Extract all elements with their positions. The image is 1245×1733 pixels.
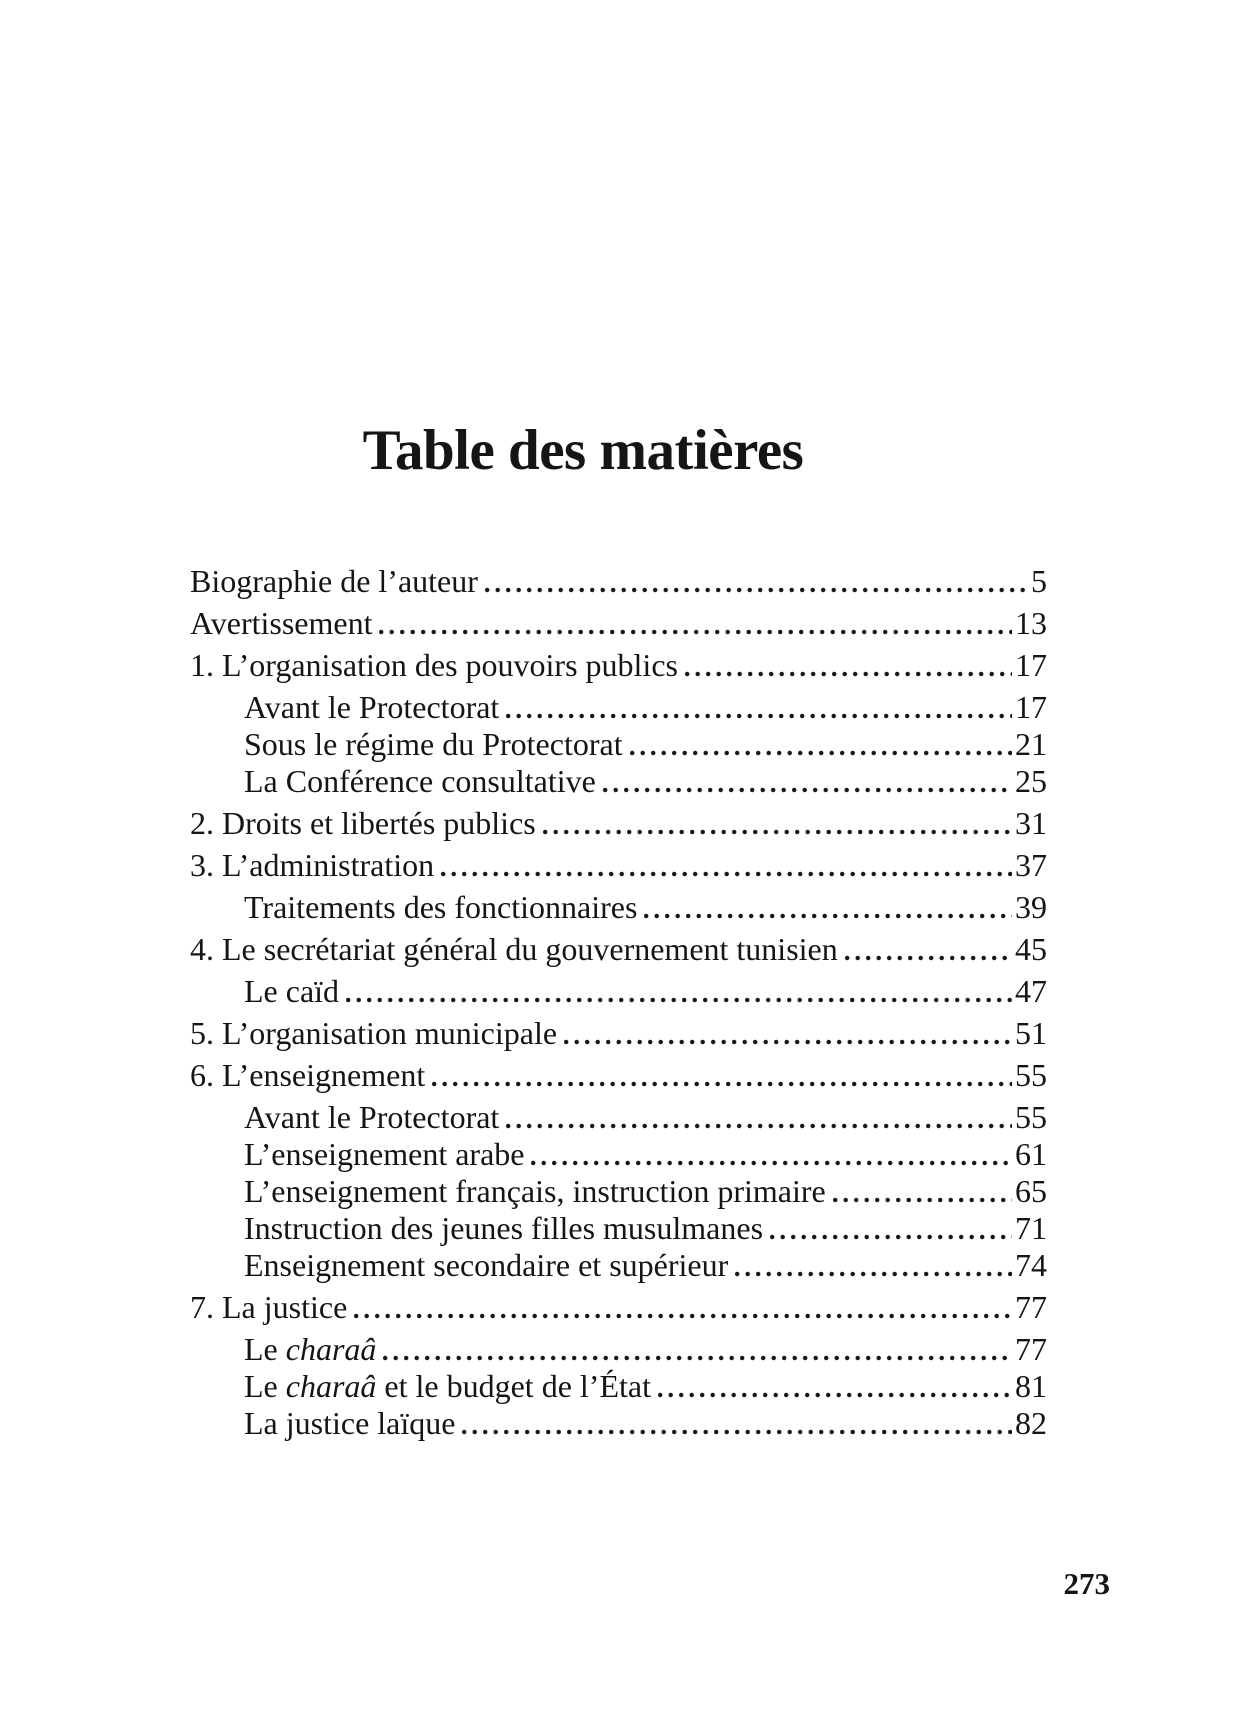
toc-entry-label-text: Le <box>244 1368 286 1404</box>
toc-entry-page: 21 <box>1015 726 1047 762</box>
toc-entry-label-text: 6. L’enseignement <box>190 1057 426 1093</box>
toc-entry-page: 61 <box>1015 1136 1047 1172</box>
toc-entry <box>190 1247 1047 1284</box>
toc-entry-label <box>190 563 478 600</box>
toc-entry-label <box>244 1099 499 1136</box>
toc-entry-label <box>244 1368 651 1405</box>
toc-entry <box>190 1136 1047 1173</box>
dot-leader <box>735 1271 1012 1277</box>
dot-leader <box>845 955 1012 961</box>
toc-entry <box>190 1015 1047 1052</box>
table-of-contents <box>190 558 1047 1442</box>
dot-leader <box>564 1039 1012 1045</box>
toc-entry-page: 71 <box>1015 1210 1047 1246</box>
toc-entry-label-text: 7. La justice <box>190 1289 348 1325</box>
toc-entry <box>190 1368 1047 1405</box>
toc-entry <box>190 1331 1047 1368</box>
toc-entry-label-text: L’enseignement français, instruction primaire <box>244 1173 826 1209</box>
toc-entry-label-italic: charaâ <box>285 1331 377 1367</box>
toc-entry-label <box>244 1405 455 1442</box>
toc-entry-label <box>190 931 838 968</box>
toc-entry-label <box>244 1173 826 1210</box>
toc-entry-label <box>244 1136 524 1173</box>
toc-entry-label-text: 3. L’administration <box>190 847 435 883</box>
toc-entry-page: 45 <box>1015 931 1047 967</box>
toc-entry-page: 81 <box>1015 1368 1047 1404</box>
dot-leader <box>833 1197 1012 1203</box>
toc-entry-page: 77 <box>1015 1289 1047 1325</box>
toc-entry-page: 13 <box>1015 605 1047 641</box>
toc-entry <box>190 563 1047 600</box>
dot-leader <box>485 587 1028 593</box>
dot-leader <box>603 787 1012 793</box>
toc-entry-label-text: Enseignement secondaire et supérieur <box>244 1247 729 1283</box>
toc-entry-label <box>244 889 637 926</box>
toc-entry <box>190 931 1047 968</box>
toc-entry-label <box>244 763 596 800</box>
toc-entry-label <box>190 805 536 842</box>
toc-entry-label <box>190 647 678 684</box>
toc-entry-page: 5 <box>1031 563 1047 599</box>
toc-entry-label-text: L’enseignement arabe <box>244 1136 525 1172</box>
dot-leader <box>441 871 1012 877</box>
toc-entry <box>190 1099 1047 1136</box>
toc-entry-page: 39 <box>1015 889 1047 925</box>
toc-entry <box>190 605 1047 642</box>
toc-entry-page: 74 <box>1015 1247 1047 1283</box>
dot-leader <box>432 1081 1012 1087</box>
dot-leader <box>462 1429 1012 1435</box>
toc-entry-page: 17 <box>1015 647 1047 683</box>
dot-leader <box>770 1234 1012 1240</box>
dot-leader <box>354 1313 1012 1319</box>
toc-entry-page: 65 <box>1015 1173 1047 1209</box>
page-number: 273 <box>1063 1566 1110 1601</box>
toc-entry <box>190 1173 1047 1210</box>
dot-leader <box>506 713 1012 719</box>
toc-entry <box>190 726 1047 763</box>
toc-entry-label-text: 4. Le secrétariat général du gouvernement tunisien <box>190 931 838 967</box>
toc-entry-label-text: Avant le Protectorat <box>244 689 500 725</box>
toc-entry-label <box>244 726 623 763</box>
toc-entry-label-after: et le budget de l’État <box>376 1368 651 1404</box>
toc-entry-label-text: La Conférence consultative <box>244 763 596 799</box>
toc-entry-label <box>190 1057 425 1094</box>
page-title: Table des matières <box>362 419 804 482</box>
toc-entry-label-text: La justice laïque <box>244 1405 456 1441</box>
dot-leader <box>506 1123 1012 1129</box>
toc-entry <box>190 973 1047 1010</box>
toc-entry-page: 25 <box>1015 763 1047 799</box>
dot-leader <box>379 629 1012 635</box>
toc-entry-label-text: Le <box>244 1331 286 1367</box>
dot-leader <box>346 997 1012 1003</box>
toc-entry-label <box>190 847 434 884</box>
dot-leader <box>383 1355 1012 1361</box>
toc-entry <box>190 1210 1047 1247</box>
toc-entry-label-text: Traitements des fonctionnaires <box>244 889 638 925</box>
toc-entry-label <box>190 1289 347 1326</box>
toc-entry <box>190 847 1047 884</box>
toc-entry-page: 55 <box>1015 1057 1047 1093</box>
toc-entry-label-text: Avant le Protectorat <box>244 1099 500 1135</box>
toc-entry-label <box>244 1247 728 1284</box>
toc-entry-label-text: Sous le régime du Protectorat <box>244 726 623 762</box>
toc-entry-page: 77 <box>1015 1331 1047 1367</box>
toc-entry-label <box>244 1210 763 1247</box>
toc-entry-page: 37 <box>1015 847 1047 883</box>
toc-entry-label-text: 1. L’organisation des pouvoirs publics <box>190 647 678 683</box>
toc-entry-page: 82 <box>1015 1405 1047 1441</box>
toc-entry <box>190 805 1047 842</box>
toc-entry <box>190 763 1047 800</box>
toc-entry-label-text: 5. L’organisation municipale <box>190 1015 558 1051</box>
toc-entry-label-text: Avertissement <box>190 605 373 641</box>
toc-entry-label <box>190 605 372 642</box>
toc-entry-label <box>244 973 339 1010</box>
toc-entry-label <box>244 689 499 726</box>
toc-entry-page: 31 <box>1015 805 1047 841</box>
toc-entry-page: 17 <box>1015 689 1047 725</box>
toc-entry <box>190 1057 1047 1094</box>
dot-leader <box>543 829 1012 835</box>
toc-entry-label-text: Biographie de l’auteur <box>190 563 478 599</box>
dot-leader <box>630 750 1012 756</box>
dot-leader <box>685 671 1012 677</box>
toc-entry <box>190 689 1047 726</box>
toc-entry <box>190 1405 1047 1442</box>
dot-leader <box>658 1392 1012 1398</box>
toc-entry-label-text: Instruction des jeunes filles musulmanes <box>244 1210 764 1246</box>
toc-entry <box>190 647 1047 684</box>
dot-leader <box>531 1160 1012 1166</box>
toc-entry-page: 55 <box>1015 1099 1047 1135</box>
toc-entry-page: 51 <box>1015 1015 1047 1051</box>
toc-entry-label-text: 2. Droits et libertés publics <box>190 805 536 841</box>
toc-entry <box>190 1289 1047 1326</box>
dot-leader <box>644 913 1012 919</box>
toc-entry-label <box>190 1015 557 1052</box>
toc-entry-label-text: Le caïd <box>244 973 340 1009</box>
toc-entry-label <box>244 1331 376 1368</box>
toc-entry <box>190 889 1047 926</box>
toc-entry-label-italic: charaâ <box>285 1368 377 1404</box>
toc-entry-page: 47 <box>1015 973 1047 1009</box>
